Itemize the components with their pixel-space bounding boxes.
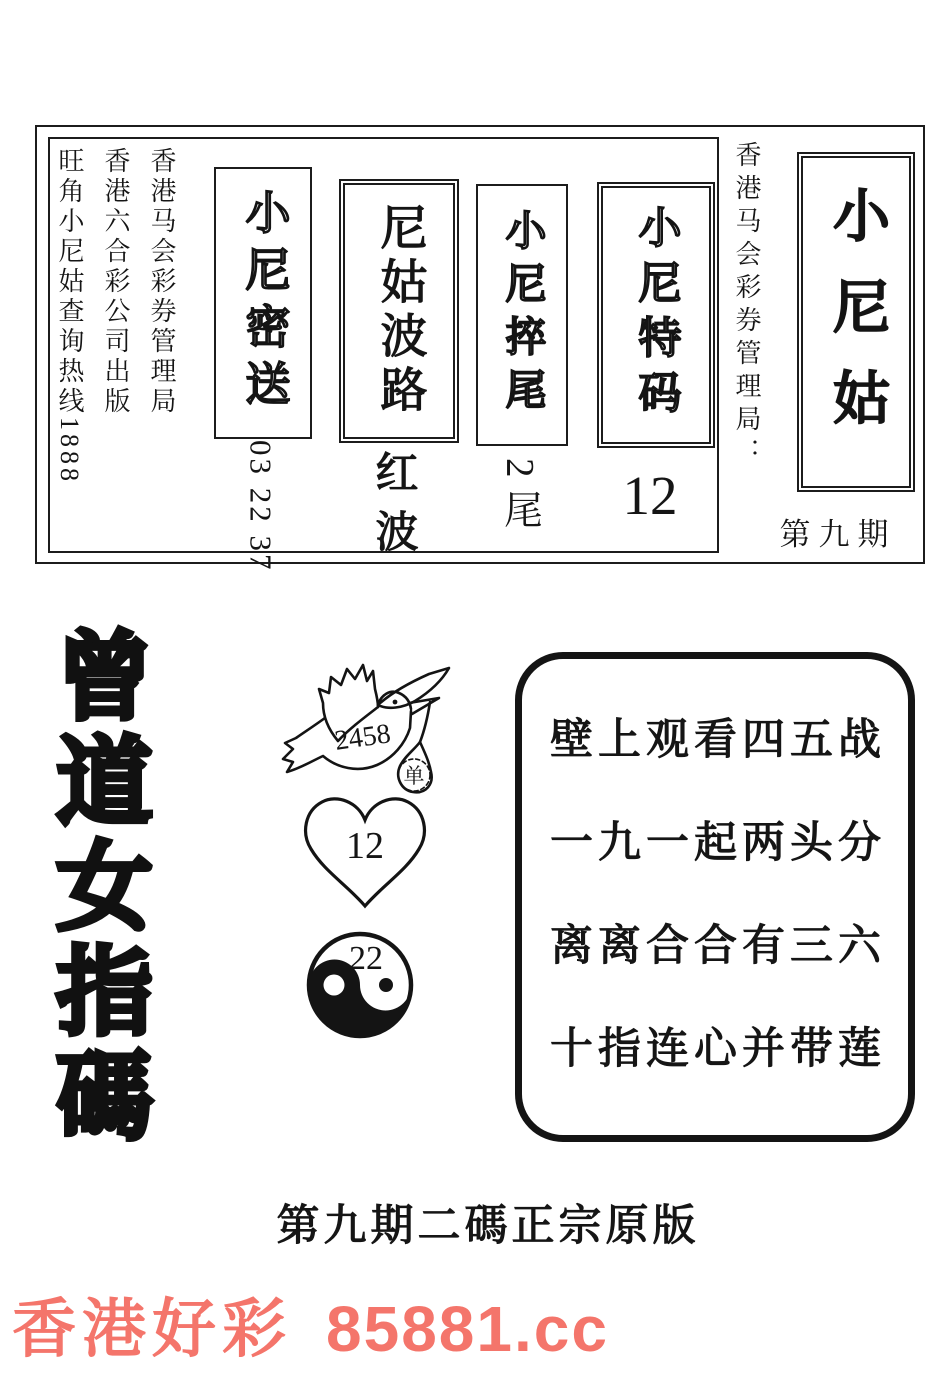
- issue-label: 第九期: [779, 517, 897, 552]
- footer-site: 85881.cc: [326, 1293, 609, 1365]
- tip-box-secret-value-wrap: [214, 440, 308, 573]
- masthead-box: [797, 152, 915, 492]
- tip-box-wave-value-wrap: [339, 450, 447, 568]
- tip-box-wave: [339, 179, 459, 443]
- taiji-number: 22: [349, 940, 383, 977]
- heart-icon: [301, 790, 429, 914]
- authority-column: 香港马会彩券管理局: [147, 147, 176, 417]
- tip-box-tail-title: 小尼捽尾: [499, 209, 546, 421]
- bottom-title: 第九期二碼正宗原版: [276, 1203, 700, 1250]
- tip-box-tail: [476, 184, 568, 446]
- yin-yang-icon: [303, 929, 417, 1041]
- pendant-label: 单: [403, 764, 425, 788]
- tip-box-special-title: 小尼特码: [632, 205, 680, 425]
- heart-number: 12: [346, 825, 384, 867]
- hotline-column: 旺角小尼姑查询热线1888: [55, 147, 84, 485]
- poem-box: [515, 652, 915, 1142]
- poem-line-2: 一九一起两头分: [550, 820, 886, 867]
- publisher-column: 香港六合彩公司出版: [101, 147, 130, 417]
- masthead-title: 小尼姑: [824, 185, 888, 459]
- tip-box-special-value: 12: [622, 465, 678, 526]
- dove-number: 2458: [332, 718, 393, 757]
- tip-box-tail-value: 2尾: [498, 458, 542, 541]
- tip-box-wave-value: 红波: [369, 450, 417, 568]
- poem-line-4: 十指连心并带莲: [550, 1026, 886, 1073]
- authority-right-column: 香港马会彩券管理局：: [732, 141, 761, 471]
- dove-icon: [278, 645, 466, 811]
- series-title: 曾道女指碼: [43, 626, 150, 1151]
- dove-eye: [393, 700, 398, 705]
- tip-box-special: [597, 182, 715, 448]
- tip-box-secret: [214, 167, 312, 439]
- footer-brand: 香港好彩: [12, 1293, 292, 1365]
- poem-line-3: 离离合合有三六: [550, 923, 886, 970]
- tip-box-wave-title: 尼姑波路: [373, 203, 426, 419]
- tip-box-tail-value-wrap: [476, 458, 564, 558]
- tip-box-secret-value: 03 22 37: [243, 440, 279, 573]
- tip-box-secret-title: 小尼密送: [238, 189, 289, 417]
- poem-line-1: 壁上观看四五战: [550, 717, 886, 764]
- footer: [12, 1293, 609, 1365]
